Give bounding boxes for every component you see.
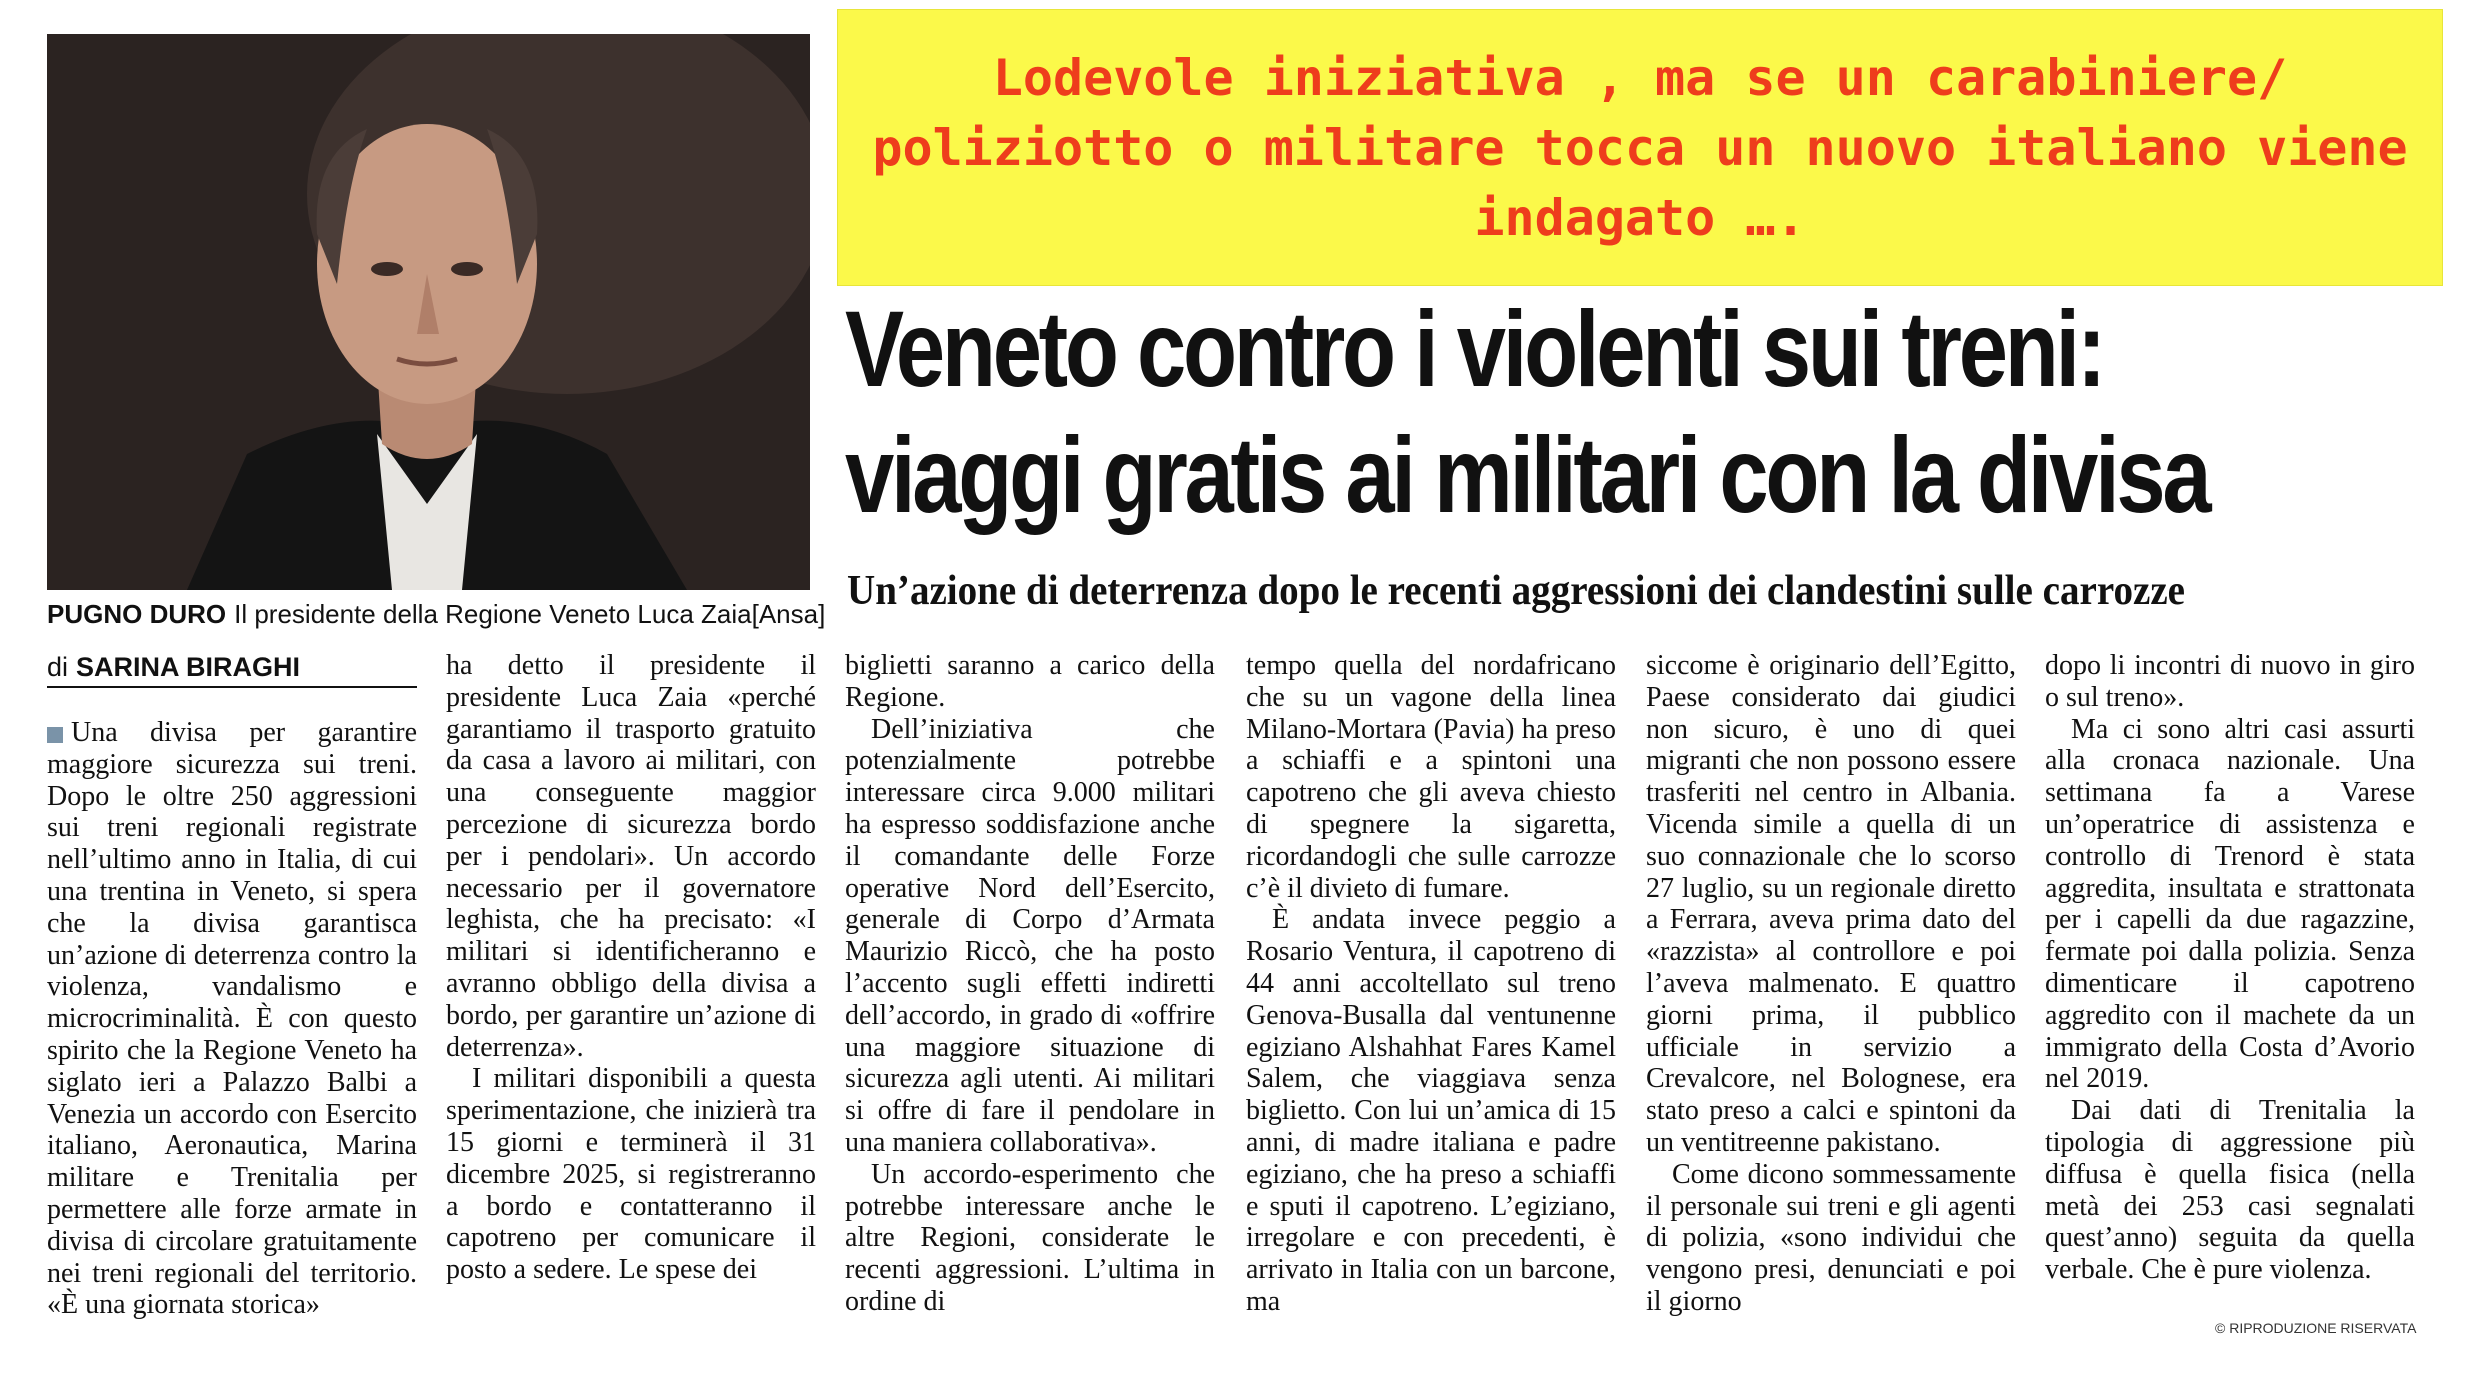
- paragraph: Un accordo-esperimento che potrebbe interessare anche le altre Regioni, considerate le recenti aggressioni. L’ultima in ordine di: [845, 1158, 1215, 1317]
- paragraph: Dai dati di Trenitalia la tipologia di aggressione più diffusa è quella fisica (nella metà dei 253 casi segnalati quest’anno) seguita da quella verbale. Che è pure violenza.: [2045, 1095, 2415, 1286]
- paragraph: tempo quella del nordafricano che su un vagone della linea Milano-Mortara (Pavia) ha preso a schiaffi e a spintoni una capotreno che gli aveva chiesto di spegnere la sigaretta, ricordandogli che sulle carrozze c’è il divieto di fumare.: [1246, 650, 1616, 904]
- paragraph-marker-icon: [47, 727, 63, 743]
- paragraph: Come dicono sommessamente il personale sui treni e gli agenti di polizia, «sono individui che vengono presi, denunciati e poi il giorno: [1646, 1158, 2016, 1317]
- article-column-5: [1646, 650, 2016, 1318]
- caption-text: Il presidente della Regione Veneto Luca Zaia: [234, 598, 752, 629]
- paragraph: È andata invece peggio a Rosario Ventura, il capotreno di 44 anni accoltellato sul treno Genova-Busalla dal ventunenne egiziano Alshahhat Fares Kamel Salem, che viaggiava senza biglietto. Con lui un’amica di 15 anni, di madre italiana e padre egiziano, che ha preso a schiaffi e sputi il capotreno. L’egiziano, irregolare e con precedenti, è arrivato in Italia con un barcone, ma: [1246, 904, 1616, 1317]
- paragraph: Una divisa per garantire maggiore sicurezza sui treni. Dopo le oltre 250 aggressioni sui treni regionali registrate nell’ultimo anno in Italia, di cui una trentina in Veneto, si spera che la divisa garantisca un’azione di deterrenza contro la violenza, vandalismo e microcriminalità. È con questo spirito che la Regione Veneto ha siglato ieri a Palazzo Balbi a Venezia un accordo con Esercito italiano, Aeronautica, Marina militare e Trenitalia per permettere alle forze armate in divisa di circolare gratuitamente nei treni regionali del territorio. «È una giornata storica»: [47, 717, 417, 1321]
- paragraph: Dell’iniziativa che potenzialmente potrebbe interessare circa 9.000 militari ha espresso soddisfazione anche il comandante delle Forze operative Nord dell’Esercito, generale di Corpo d’Armata Maurizio Riccò, che ha posto l’accento sugli effetti indiretti dell’accordo, in grado di «offrire una maggiore situazione di sicurezza agli utenti. Ai militari si offre di fare il pendolare in una maniera collaborativa».: [845, 713, 1215, 1158]
- paragraph: dopo li incontri di nuovo in giro o sul treno».: [2045, 650, 2415, 713]
- byline-author: SARINA BIRAGHI: [76, 652, 301, 682]
- subheadline: Un’azione di deterrenza dopo le recenti aggressioni dei clandestini sulle carrozze: [847, 568, 2186, 614]
- article-column-3: [845, 650, 1215, 1318]
- photo-caption: [47, 596, 826, 632]
- byline: [47, 648, 417, 688]
- headline-line-2: viaggi gratis ai militari con la divisa: [845, 414, 2209, 535]
- article-column-2: [446, 650, 816, 1286]
- comment-note: Lodevole iniziativa , ma se un carabiniere/ poliziotto o militare tocca un nuovo italiano viene indagato ….: [838, 10, 2442, 285]
- byline-prefix: di: [47, 652, 69, 682]
- caption-kicker: PUGNO DURO: [47, 598, 227, 629]
- paragraph: I militari disponibili a questa sperimentazione, che inizierà tra 15 giorni e terminerà il 31 dicembre 2025, si registreranno a bordo e contatteranno il capotreno per comunicare il posto a sedere. Le spese dei: [446, 1063, 816, 1286]
- copyright-notice: © RIPRODUZIONE RISERVATA: [2215, 1320, 2417, 1336]
- caption-credit: [Ansa]: [751, 598, 826, 629]
- article-photo: [47, 34, 810, 590]
- paragraph: Ma ci sono altri casi assurti alla cronaca nazionale. Una settimana fa a Varese un’operatrice di assistenza e controllo di Trenord è stata aggredita, insultata e strattonata per i capelli da due ragazzine, fermate poi dalla polizia. Senza dimenticare il capotreno aggredito con il machete da un immigrato della Costa d’Avorio nel 2019.: [2045, 713, 2415, 1095]
- paragraph: siccome è originario dell’Egitto, Paese considerato dai giudici non sicuro, è uno di quei migranti che non possono essere trasferiti nel centro in Albania. Vicenda simile a quella di un suo connazionale che lo scorso 27 luglio, su un regionale diretto a Ferrara, aveva prima dato del «razzista» al controllore e poi l’aveva malmenato. E quattro giorni prima, il pubblico ufficiale in servizio a Crevalcore, nel Bolognese, era stato preso a calci e spintoni da un ventitreenne pakistano.: [1646, 650, 2016, 1158]
- paragraph: biglietti saranno a carico della Regione.: [845, 650, 1215, 713]
- headline-line-1: Veneto contro i violenti sui treni:: [845, 288, 2104, 409]
- article-column-1: [47, 717, 417, 1321]
- headline: [845, 286, 2209, 538]
- paragraph: ha detto il presidente il presidente Luca Zaia «perché garantiamo il trasporto gratuito da casa a lavoro ai militari, con una conseguente maggior percezione di sicurezza bordo per i pendolari». Un accordo necessario per il governatore leghista, che ha precisato: «I militari si identificheranno e avranno obbligo della divisa a bordo, per garantire un’azione di deterrenza».: [446, 650, 816, 1063]
- portrait-illustration: [47, 34, 810, 590]
- article-column-6: [2045, 650, 2415, 1286]
- article-column-4: [1246, 650, 1616, 1318]
